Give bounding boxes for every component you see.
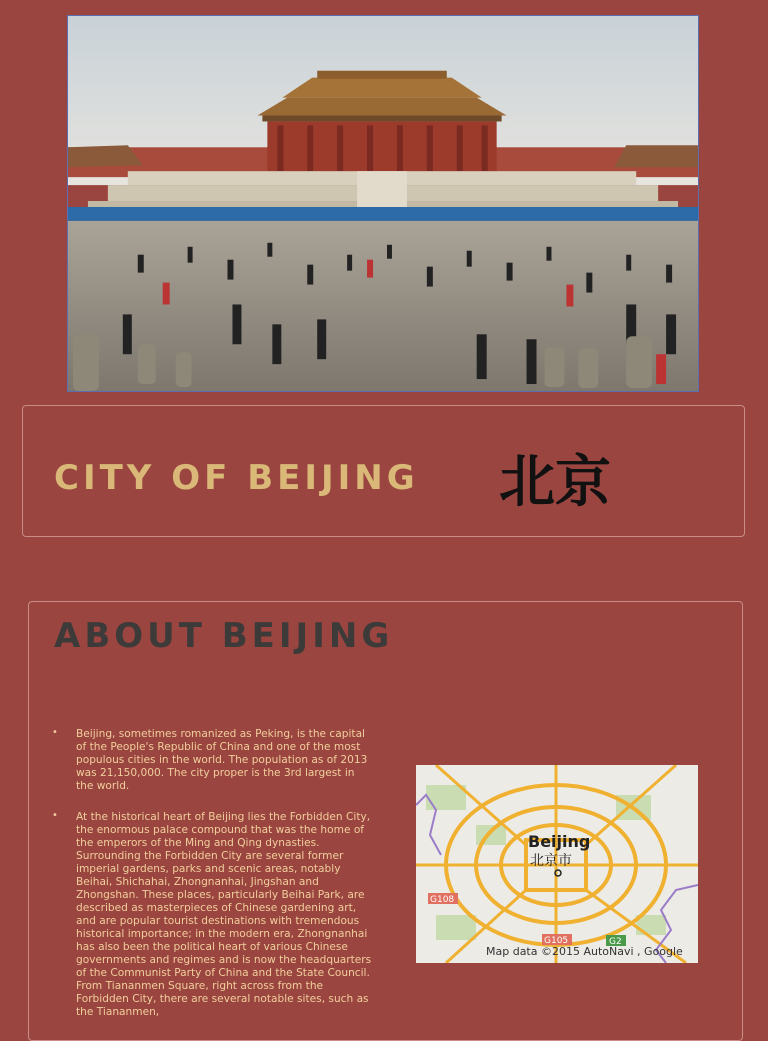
about-panel bbox=[28, 601, 743, 1041]
hero-photo bbox=[67, 15, 699, 392]
about-bullet-list bbox=[52, 728, 372, 1037]
bullet-icon: • bbox=[52, 727, 58, 738]
map-attribution: Map data ©2015 AutoNavi , Google bbox=[486, 945, 683, 958]
about-paragraph-1: Beijing, sometimes romanized as Peking, is the capital of the People's Republic of China and one of the most populous cities in the world. The population as of 2013 was 21,150,000. The city proper is the 3rd largest in the world. bbox=[76, 728, 368, 792]
title-panel bbox=[22, 405, 745, 537]
bullet-icon: • bbox=[52, 810, 58, 821]
list-item bbox=[52, 728, 372, 793]
road-g105-label: G105 bbox=[544, 936, 569, 946]
beijing-map[interactable] bbox=[416, 765, 698, 963]
forbidden-city-illustration bbox=[68, 16, 698, 391]
page-title: CITY OF BEIJING bbox=[54, 458, 419, 498]
map-city-label: Beijing bbox=[528, 832, 591, 851]
road-g2-label: G2 bbox=[609, 937, 622, 947]
about-heading: ABOUT BEIJING bbox=[54, 616, 394, 656]
map-city-label-zh: 北京市 bbox=[530, 853, 572, 869]
map-illustration bbox=[416, 765, 698, 963]
about-paragraph-2: At the historical heart of Beijing lies the Forbidden City, the enormous palace compound that was the home of the emperors of the Ming and Qing dynasties. Surrounding the Forbidden City are several former imperial gardens, parks and scenic areas, notably Beihai, Shichahai, Zhongnanhai, Jingshan and Zhongshan. These places, particularly Beihai Park, are described as masterpieces of Chinese gardening art, and are popular tourist destinations with tremendous historical importance; in the modern era, Zhongnanhai has also been the political heart of various Chinese governments and regimes and is now the headquarters of the Communist Party of China and the State Council. From Tiananmen Square, right across from the Forbidden City, there are several notable sites, such as the Tiananmen, bbox=[76, 811, 372, 1018]
road-g108-label: G108 bbox=[430, 895, 455, 905]
list-item bbox=[52, 811, 372, 1019]
chinese-title: 北京 bbox=[499, 449, 611, 515]
